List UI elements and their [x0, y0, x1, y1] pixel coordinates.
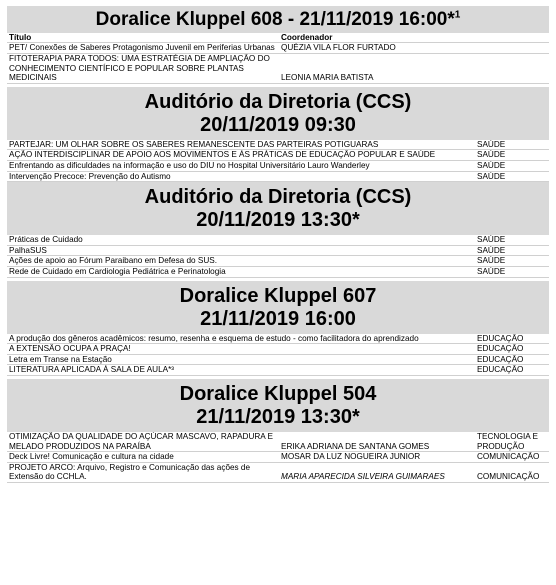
area-label: COMUNICAÇÃO	[475, 452, 549, 463]
area-label: SAÚDE	[475, 171, 549, 182]
project-title: A produção dos gêneros acadêmicos: resumo, resenha e esquema de estudo - como facilitadora do aprendizado	[7, 334, 475, 344]
table-row	[7, 171, 549, 182]
table-row	[7, 462, 549, 482]
section-heading	[7, 379, 549, 432]
table-header-row	[7, 33, 549, 43]
area-label: SAÚDE	[475, 140, 549, 150]
section-datetime: 20/11/2019 13:30*	[196, 209, 360, 232]
table-row	[7, 266, 549, 277]
coordinator-name: MOSAR DA LUZ NOGUEIRA JUNIOR	[279, 452, 475, 463]
table-row	[7, 365, 549, 376]
table-row	[7, 256, 549, 267]
section-datetime: 20/11/2019 09:30	[200, 113, 356, 136]
project-title: PalhaSUS	[7, 245, 475, 256]
section-room: Doralice Kluppel 607	[179, 284, 377, 307]
footnote-mark: 1	[454, 9, 461, 21]
project-title: LITERATURA APLICADA À SALA DE AULA*³	[7, 365, 475, 376]
section-heading-text: Doralice Kluppel 608 - 21/11/2019 16:00*	[95, 9, 455, 30]
project-title: Enfrentando as dificuldades na informação e uso do DIU no Hospital Universitário Lauro Wanderley	[7, 161, 475, 172]
section-heading	[7, 6, 549, 33]
project-title: PARTEJAR: UM OLHAR SOBRE OS SABERES REMANESCENTE DAS PARTEIRAS POTIGUARAS	[7, 140, 475, 150]
table-row	[7, 354, 549, 365]
coordinator-name: MARIA APARECIDA SILVEIRA GUIMARAES	[279, 462, 475, 482]
project-title: OTIMIZAÇÃO DA QUALIDADE DO AÇÚCAR MASCAVO, RAPADURA E MELADO PRODUZIDOS NA PARAÍBA	[7, 432, 279, 452]
section-table	[7, 432, 549, 483]
project-title: A EXTENSÃO OCUPA A PRAÇA!	[7, 344, 475, 355]
project-title: FITOTERAPIA PARA TODOS: UMA ESTRATÉGIA DE AMPLIAÇÃO DO CONHECIMENTO CIENTÍFICO E POPULAR SOBRE PLANTAS MEDICINAIS	[7, 54, 279, 84]
project-title: Rede de Cuidado em Cardiologia Pediátrica e Perinatologia	[7, 266, 475, 277]
area-label: SAÚDE	[475, 161, 549, 172]
table-row	[7, 344, 549, 355]
project-title: Letra em Transe na Estação	[7, 354, 475, 365]
section-heading	[7, 281, 549, 334]
section-heading	[7, 87, 549, 140]
section-room: Auditório da Diretoria (CCS)	[144, 186, 412, 209]
project-title: Práticas de Cuidado	[7, 235, 475, 245]
section-room: Doralice Kluppel 504	[179, 382, 377, 405]
table-row	[7, 54, 549, 84]
area-label: SAÚDE	[475, 150, 549, 161]
column-header-title: Título	[7, 33, 279, 43]
project-title: PROJETO ARCO: Arquivo, Registro e Comunicação das ações de Extensão do CCHLA.	[7, 462, 279, 482]
area-label: COMUNICAÇÃO	[475, 462, 549, 482]
coordinator-name: QUÉZIA VILA FLOR FURTADO	[279, 43, 549, 54]
section-table	[7, 334, 549, 376]
area-label: SAÚDE	[475, 235, 549, 245]
section-room: Auditório da Diretoria (CCS)	[144, 90, 412, 113]
table-row	[7, 334, 549, 344]
section-datetime: 21/11/2019 16:00	[200, 307, 356, 330]
table-row	[7, 161, 549, 172]
schedule-sheet	[7, 6, 549, 483]
area-label: SAÚDE	[475, 256, 549, 267]
area-label: SAÚDE	[475, 245, 549, 256]
section-table	[7, 140, 549, 182]
section-table	[7, 235, 549, 277]
project-title: PET/ Conexões de Saberes Protagonismo Juvenil em Periferias Urbanas	[7, 43, 279, 54]
project-title: Intervenção Precoce: Prevenção do Autismo	[7, 171, 475, 182]
section-table	[7, 33, 549, 84]
coordinator-name: LEONIA MARIA BATISTA	[279, 54, 549, 84]
area-label: EDUCAÇÃO	[475, 365, 549, 376]
table-row	[7, 150, 549, 161]
section-heading	[7, 182, 549, 235]
area-label: EDUCAÇÃO	[475, 354, 549, 365]
table-row	[7, 245, 549, 256]
table-row	[7, 235, 549, 245]
project-title: Deck Livre! Comunicação e cultura na cidade	[7, 452, 279, 463]
area-label: TECNOLOGIA E PRODUÇÃO	[475, 432, 549, 452]
table-row	[7, 140, 549, 150]
area-label: SAÚDE	[475, 266, 549, 277]
area-label: EDUCAÇÃO	[475, 334, 549, 344]
table-row	[7, 43, 549, 54]
section-datetime: 21/11/2019 13:30*	[196, 405, 360, 428]
coordinator-name: ERIKA ADRIANA DE SANTANA GOMES	[279, 432, 475, 452]
project-title: Ações de apoio ao Fórum Paraibano em Defesa do SUS.	[7, 256, 475, 267]
project-title: AÇÃO INTERDISCIPLINAR DE APOIO AOS MOVIMENTOS E ÀS PRÁTICAS DE EDUCAÇÃO POPULAR E SAÚDE	[7, 150, 475, 161]
table-row	[7, 432, 549, 452]
column-header-coordinator: Coordenador	[279, 33, 549, 43]
table-row	[7, 452, 549, 463]
area-label: EDUCAÇÃO	[475, 344, 549, 355]
